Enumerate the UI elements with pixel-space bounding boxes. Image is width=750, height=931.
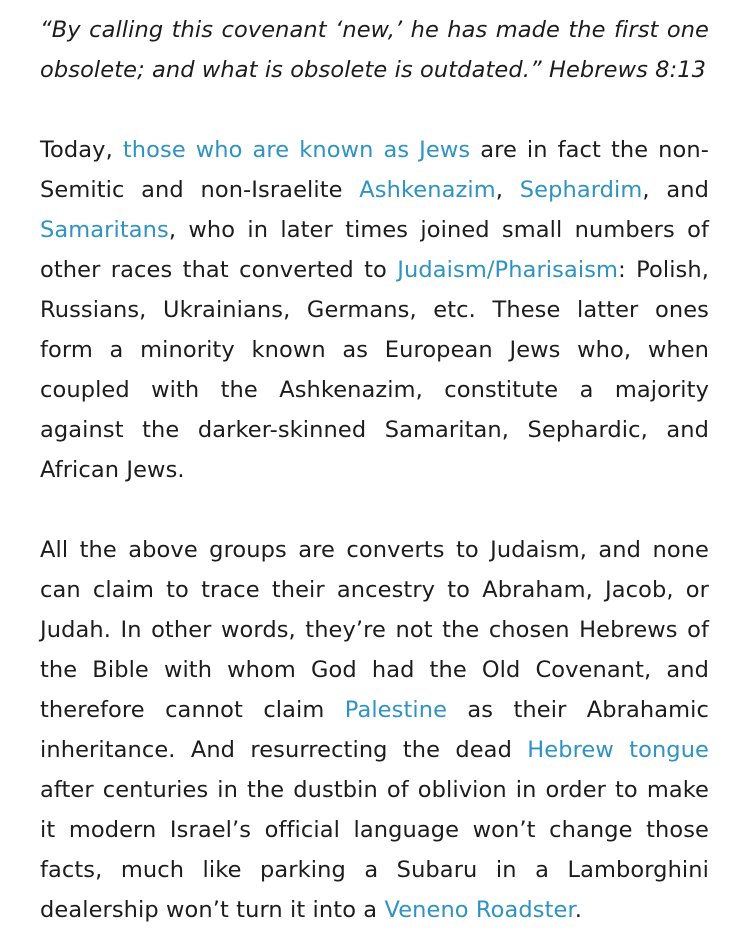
link-hebrew-tongue[interactable]: Hebrew tongue [527,737,709,763]
link-veneno-roadster[interactable]: Veneno Roadster [384,897,575,923]
paragraph-2 [40,530,709,930]
quote-text: “By calling this covenant ‘new,’ he has made the first one obsolete; and what is obsolete is outdated.” Hebrews 8:13 [40,17,709,83]
link-ashkenazim[interactable]: Ashkenazim [359,177,496,203]
paragraph-1-text-2: are in fact the non-Semitic and non-Israelite [40,137,709,203]
paragraph-2-text-1: All the above groups are converts to Judaism, and none can claim to trace their ancestry to Abraham, Jacob, or Judah. In other words, they’re not the chosen Hebrews of the Bible with whom God had the Old Covenant, and therefore cannot claim [40,537,709,723]
link-judaism-pharisaism[interactable]: Judaism/Pharisaism [397,257,619,283]
paragraph-1-text-5: , who in later times joined small numbers of other races that converted to [40,217,709,283]
link-sephardim[interactable]: Sephardim [519,177,643,203]
link-palestine[interactable]: Palestine [344,697,448,723]
paragraph-1-text-6: : Polish, Russians, Ukrainians, Germans, etc. These latter ones form a minority known as European Jews who, when coupled with the Ashkenazim, constitute a majority against the darker-skinned Samaritan, Sephardic, and African Jews. [40,257,709,483]
link-samaritans[interactable]: Samaritans [40,217,169,243]
link-known-as-jews[interactable]: those who are known as Jews [122,137,471,163]
paragraph-1-text-4: , and [642,177,710,203]
paragraph-1 [40,130,709,490]
paragraph-2-text-3: after centuries in the dustbin of oblivion in order to make it modern Israel’s official language won’t change those facts, much like parking a Subaru in a Lamborghini dealership won’t turn it into a [40,777,709,923]
article-body [40,10,709,930]
paragraph-2-text-4: . [574,897,583,923]
scripture-quote [40,10,709,90]
paragraph-1-text-1: Today, [40,137,123,163]
paragraph-2-text-2: as their Abrahamic inheritance. And resurrecting the dead [40,697,709,763]
paragraph-1-text-3: , [495,177,520,203]
